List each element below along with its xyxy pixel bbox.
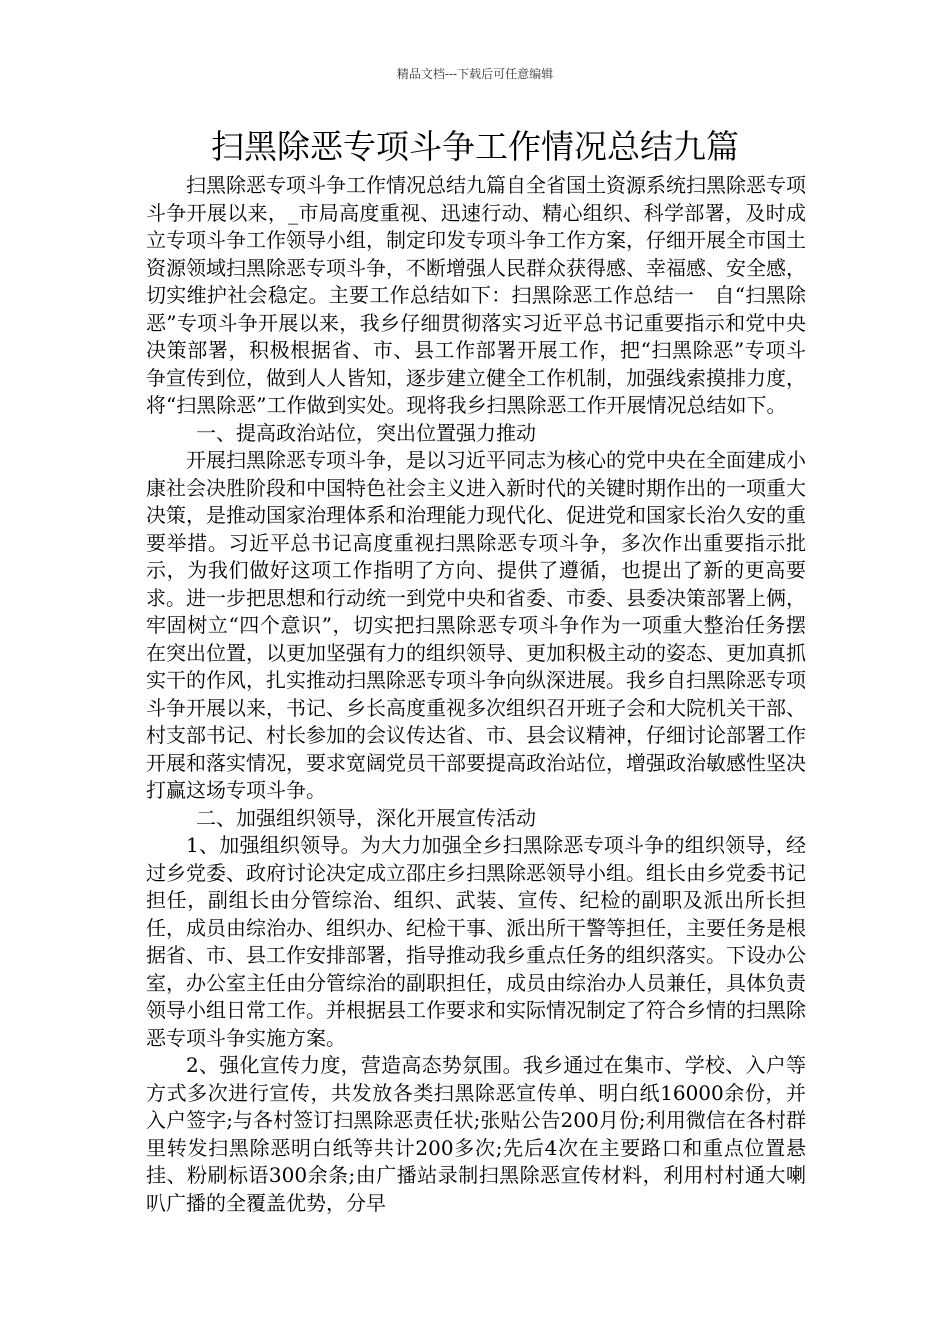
body-paragraph-section-1: 开展扫黑除恶专项斗争，是以习近平同志为核心的党中央在全面建成小康社会决胜阶段和中国特色社会主义进入新时代的关键时期作出的一项重大决策，是推动国家治理体系和治理能力现代化、促进党和国家长治久安的重要举措。习近平总书记高度重视扫黑除恶专项斗争，多次作出重要指示批示，为我们做好这项工作指明了方向、提供了遵循，也提出了新的更高要求。进一步把思想和行动统一到党中央和省委、市委、县委决策部署上俩，牢固树立“四个意识”，切实把扫黑除恶专项斗争作为一项重大整治任务摆在突出位置，以更加坚强有力的组织领导、更加积极主动的姿态、更加真抓实干的作风，扎实推动扫黑除恶专项斗争向纵深进展。我乡自扫黑除恶专项斗争开展以来，书记、乡长高度重视多次组织召开班子会和大院机关干部、村支部书记、村长参加的会议传达省、市、县会议精神，仔细讨论部署工作开展和落实情况，要求宽阔党员干部要提高政治站位，增强政治敏感性坚决打赢这场专项斗争。 <box>146 448 806 802</box>
document-body <box>146 172 806 1217</box>
body-paragraph-intro: 扫黑除恶专项斗争工作情况总结九篇自全省国土资源系统扫黑除恶专项斗争开展以来，_市局高度重视、迅速行动、精心组织、科学部署，及时成立专项斗争工作领导小组，制定印发专项斗争工作方案，仔细开展全市国土资源领域扫黑除恶专项斗争，不断增强人民群众获得感、幸福感、安全感，切实维护社会稳定。主要工作总结如下：扫黑除恶工作总结一 自“扫黑除恶”专项斗争开展以来，我乡仔细贯彻落实习近平总书记重要指示和党中央决策部署，积极根据省、市、县工作部署开展工作，把“扫黑除恶”专项斗争宣传到位，做到人人皆知，逐步建立健全工作机制，加强线索摸排力度，将“扫黑除恶”工作做到实处。现将我乡扫黑除恶工作开展情况总结如下。 <box>146 173 806 417</box>
section-heading-1: 一、提高政治站位，突出位置强力推动 <box>196 420 536 445</box>
body-paragraph-publicity: 2、强化宣传力度，营造高态势氛围。我乡通过在集市、学校、入户等方式多次进行宣传，共发放各类扫黑除恶宣传单、明白纸16000余份，并入户签字;与各村签订扫黑除恶责任状;张贴公告200月份;利用微信在各村群里转发扫黑除恶明白纸等共计200多次;先后4次在主要路口和重点位置悬挂、粉刷标语300余条;由广播站录制扫黑除恶宣传材料，利用村村通大喇叭广播的全覆盖优势，分早 <box>146 1053 806 1215</box>
body-paragraph-organization: 1、加强组织领导。为大力加强全乡扫黑除恶专项斗争的组织领导，经过乡党委、政府讨论决定成立邵庄乡扫黑除恶领导小组。组长由乡党委书记担任，副组长由分管综治、组织、武装、宣传、纪检的副职及派出所长担任，成员由综治办、组织办、纪检干事、派出所干警等担任，主要任务是根据省、市、县工作安排部署，指导推动我乡重点任务的组织落实。下设办公室，办公室主任由分管综治的副职担任，成员由综治办人员兼任，具体负责领导小组日常工作。并根据县工作要求和实际情况制定了符合乡情的扫黑除恶专项斗争实施方案。 <box>146 833 806 1050</box>
document-title: 扫黑除恶专项斗争工作情况总结九篇 <box>211 127 739 166</box>
section-heading-2: 二、加强组织领导，深化开展宣传活动 <box>196 805 536 830</box>
header-note: 精品文档---下载后可任意编辑 <box>396 67 554 81</box>
